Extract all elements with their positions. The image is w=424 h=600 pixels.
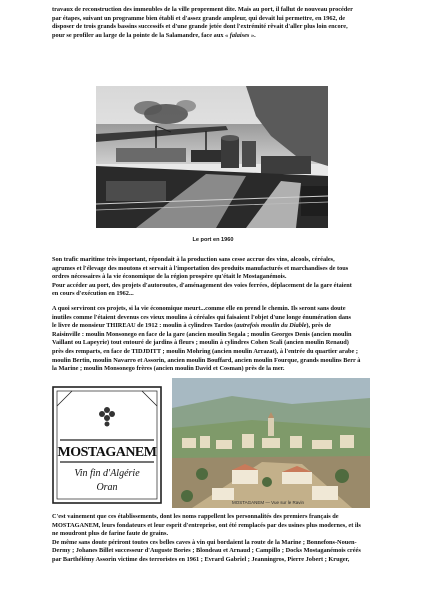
text-line: Pour accéder au port, des projets d'autoroutes, d'aménagement des voies ferrées, déplacement de la gare étaient bbox=[52, 281, 352, 289]
text-line: A quoi serviront ces projets, si la vie économique meurt...comme elle en prend le chemin. Ils seront sans doute bbox=[52, 305, 346, 312]
photo-caption: Le port en 1960 bbox=[192, 237, 234, 243]
wine-label bbox=[52, 386, 162, 504]
text-line: inutiles comme l'étaient devenus ces vieux moulins à céréales qui faisaient l'objet d'une longe énumération dans bbox=[52, 313, 351, 321]
paragraph-maritime-traffic bbox=[52, 256, 374, 299]
text-segment: le livre de monsieur THIREAU de 1912 : moulin à cylindres Tardos ( bbox=[52, 322, 237, 330]
wine-label-brand: MOSTAGANEM bbox=[57, 445, 157, 460]
wine-label-place: Oran bbox=[96, 482, 118, 493]
text-segment: ». bbox=[249, 31, 256, 39]
text-line: Son trafic maritime très important, répondait à la production sans cesse accrue des vins, alcools, céréales, bbox=[52, 256, 335, 263]
text-line: C'est vainement que ces établissements, dont les noms rappellent les personnalités des premiers français de bbox=[52, 513, 339, 520]
paragraph-wine-cellars bbox=[52, 513, 374, 565]
paragraph-mills bbox=[52, 305, 374, 374]
text-line: ordres nécessaires à la vie économique de la région prospère qu'était le Mostaganémois. bbox=[52, 273, 287, 281]
postcard-view-mostaganem bbox=[172, 378, 370, 508]
text-line: ne moudront plus de farine faute de grains. bbox=[52, 530, 169, 538]
text-line: disposer de trois grands bassins successifs et d'une grande jetée dont l'extrémité rêvait d'aller plus loin encore, bbox=[52, 23, 348, 31]
text-line: Raisinville : moulin Monsonego en face de la gare (ancien moulin Segala ; moulin Georges Denis (ancien moulin bbox=[52, 330, 352, 338]
text-line: travaux de reconstruction des immeubles de la ville proprement dite. Mais au port, il fallut de nouveau procéder bbox=[52, 6, 353, 13]
text-line bbox=[52, 322, 374, 331]
postcard-caption: MOSTAGANEM — Vue sur le Ravin bbox=[232, 500, 305, 505]
text-line: De même sans doute périront toutes ces belles caves à vin qui bordaient la route de la Marine ; Bonnefons-Nouen- bbox=[52, 538, 357, 546]
wine-label-subtitle: Vin fin d'Algérie bbox=[74, 468, 140, 479]
text-segment: pour se profiler au large de la pointe de la Salamandre, face aux « bbox=[52, 31, 229, 39]
text-line: Vaillant ou Lapeyrie) tout entouré de jardins à fleurs ; moulin à cylindres Cohen Scali (ancien moulin Renaud) bbox=[52, 339, 349, 347]
italic-term: autrefois moulin du Diable bbox=[236, 322, 307, 330]
text-line: moulin Bertin, moulin Navarro et Assorin, ancien moulin Bouffard, ancien moulin Fourque, grands moulins Berr à bbox=[52, 356, 361, 364]
text-segment: ), près de bbox=[306, 322, 332, 330]
text-line: par Barthélémy Assorin victime des terroristes en 1961 ; Evrard Gabriel ; Jeanningros, Pierre Jobert ; Kruger, bbox=[52, 555, 350, 563]
text-line: par étapes, suivant un programme bien établi et d'assez grande ampleur, qui devait lui permettre, en 1962, de bbox=[52, 14, 346, 22]
text-line: MOSTAGANEM, leurs fondateurs et leur esprit d'entreprise, ont été remplacés par des usines plus modernes, et ils bbox=[52, 521, 361, 529]
text-line: agrumes et l'élevage des moutons et servait à l'importation des produits manufacturés et marchandises de tous bbox=[52, 264, 349, 272]
text-line: en cours d'exécution en 1962... bbox=[52, 290, 134, 298]
harbour-photo-1960 bbox=[96, 86, 328, 228]
text-line: la Marine ; moulin Monsonego frères (ancien moulin David et Cosman) près de la mer. bbox=[52, 365, 285, 373]
text-line: près des remparts, en face de TIDJDITT ; moulin Mohring (ancien moulin Arrazat), à l'entrée du quartier arabe ; bbox=[52, 347, 358, 355]
text-line: Dermy ; Johanes Billet successeur d'Auguste Bories ; Blondeau et Arnaud ; Campillo ; Docks Mostaganémois créés bbox=[52, 547, 361, 555]
paragraph-reconstruction bbox=[52, 6, 374, 40]
italic-term: falaises bbox=[229, 31, 250, 39]
text-line bbox=[52, 32, 374, 41]
